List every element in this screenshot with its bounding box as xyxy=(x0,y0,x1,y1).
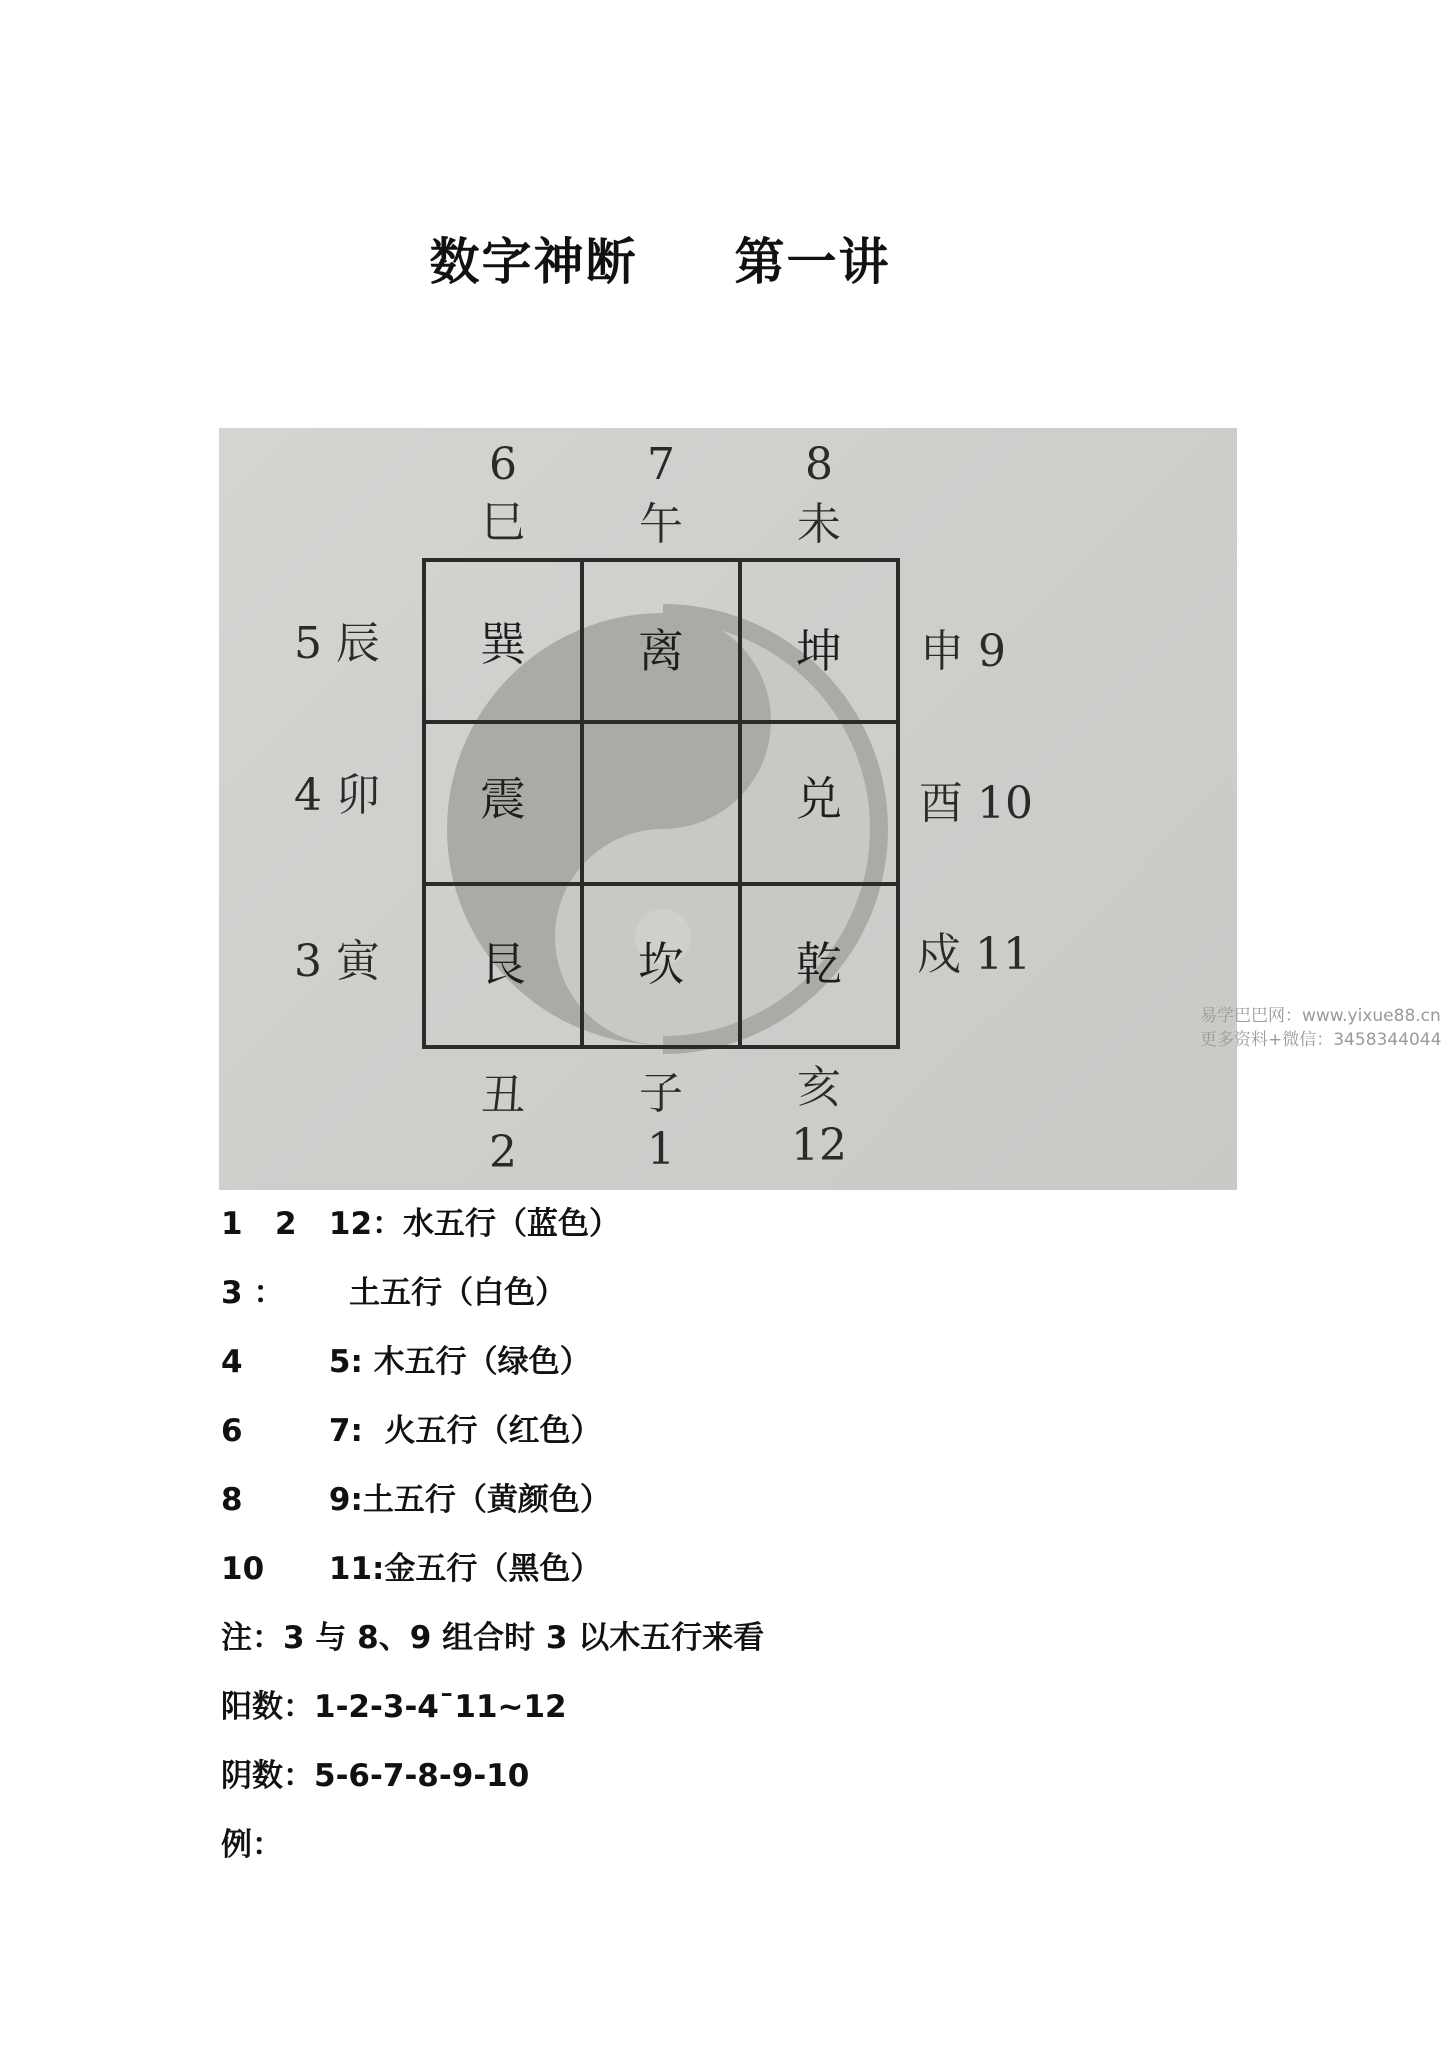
page-title: 数字神断 第一讲 xyxy=(429,233,891,291)
top-number: 8 xyxy=(805,439,833,490)
note-line: 6 7: 火五行（红色） xyxy=(221,1413,602,1449)
trigram-cell: 坤 xyxy=(796,624,842,678)
note-line: 阴数：5-6-7-8-9-10 xyxy=(221,1758,530,1794)
bottom-number: 2 xyxy=(489,1127,517,1178)
watermark-line: 易学巴巴网：www.yixue88.cn xyxy=(1200,1006,1441,1026)
bagua-photo xyxy=(219,428,1237,1190)
trigram-cell: 艮 xyxy=(480,937,526,991)
note-line: 注：3 与 8、9 组合时 3 以木五行来看 xyxy=(221,1620,765,1656)
note-line: 阳数：1-2-3-4ˉ11~12 xyxy=(221,1689,567,1725)
right-label: 酉 10 xyxy=(919,778,1033,829)
left-label: 5 辰 xyxy=(294,618,380,669)
trigram-cell: 震 xyxy=(480,772,526,826)
note-line: 4 5: 木五行（绿色） xyxy=(221,1344,591,1380)
note-line: 例： xyxy=(221,1827,283,1863)
left-label: 3 寅 xyxy=(294,936,380,987)
trigram-cell: 乾 xyxy=(796,937,842,991)
left-label: 4 卯 xyxy=(294,770,380,821)
trigram-cell: 离 xyxy=(638,624,684,678)
top-number: 7 xyxy=(647,439,675,490)
note-line: 3 ： 土五行（白色） xyxy=(221,1275,567,1311)
trigram-cell: 坎 xyxy=(638,937,684,991)
bottom-number: 1 xyxy=(647,1124,675,1175)
right-label: 戍 11 xyxy=(917,929,1031,980)
right-label: 申 9 xyxy=(920,626,1006,677)
note-line: 10 11:金五行（黑色） xyxy=(221,1551,602,1587)
bottom-branch: 亥 xyxy=(797,1062,841,1113)
bottom-branch: 丑 xyxy=(481,1070,525,1121)
watermark xyxy=(1200,1004,1441,1052)
notes-list xyxy=(221,1190,764,1880)
note-line: 8 9:土五行（黄颜色） xyxy=(221,1482,611,1518)
bottom-number: 12 xyxy=(791,1120,847,1171)
watermark-line: 更多资料+微信：3458344044 xyxy=(1200,1030,1442,1050)
top-branch: 巳 xyxy=(481,497,525,548)
top-number: 6 xyxy=(489,439,517,490)
note-line: 1 2 12：水五行（蓝色） xyxy=(221,1206,621,1242)
top-branch: 未 xyxy=(797,499,841,550)
top-branch: 午 xyxy=(639,499,683,550)
bottom-branch: 子 xyxy=(639,1068,683,1119)
trigram-cell: 巽 xyxy=(480,617,526,671)
trigram-cell: 兑 xyxy=(796,772,842,826)
